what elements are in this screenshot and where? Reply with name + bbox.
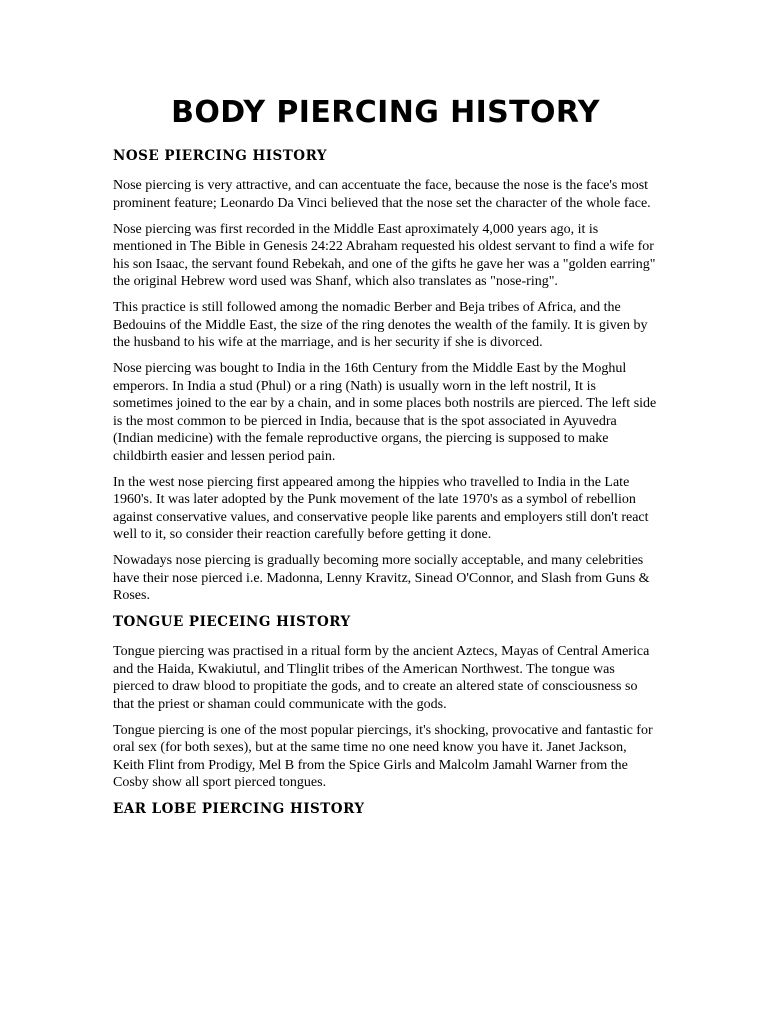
document-page [113,93,658,830]
paragraph: Tongue piercing is one of the most popular piercings, it's shocking, provocative and fantastic for oral sex (for both sexes), but at the same time no one need know you have it. Janet Jackson, Keith Flint from Prodigy, Mel B from the Spice Girls and Malcolm Jamahl Warner from the Cosby show all sport pierced tongues. [113,722,653,790]
paragraph: This practice is still followed among the nomadic Berber and Beja tribes of Africa, and the Bedouins of the Middle East, the size of the ring denotes the wealth of the family. It is given by the husband to his wife at the marriage, and is her security if she is divorced. [113,300,648,350]
paragraph: In the west nose piercing first appeared among the hippies who travelled to India in the Late 1960's. It was later adopted by the Punk movement of the late 1970's as a symbol of rebellion against conservative values, and conservative people like parents and employers still don't react well to it, so consider their reaction carefully before getting it done. [113,474,649,542]
paragraph: Nose piercing was bought to India in the 16th Century from the Middle East by the Moghul emperors. In India a stud (Phul) or a ring (Nath) is usually worn in the left nostril, It is sometimes joined to the ear by a chain, and in some places both nostrils are pierced. The left side is the most common to be pierced in India, because that is the spot associated in Ayuvedra (Indian medicine) with the female reproductive organs, the piercing is supposed to make childbirth easier and lessen period pain. [113,361,657,464]
paragraph: Nowadays nose piercing is gradually becoming more socially acceptable, and many celebrities have their nose pierced i.e. Madonna, Lenny Kravitz, Sinead O'Connor, and Slash from Guns & Roses. [113,553,650,603]
paragraph: Nose piercing was first recorded in the Middle East aproximately 4,000 years ago, it is mentioned in The Bible in Genesis 24:22 Abraham requested his oldest servant to find a wife for his son Isaac, the servant found Rebekah, and one of the gifts he gave her was a "golden earring" the original Hebrew word used was Shanf, which also translates as "nose-ring". [113,221,656,289]
section-heading: TONGUE PIECEING HISTORY [113,614,351,630]
document-title: BODY PIERCING HISTORY [171,95,600,130]
section-heading: EAR LOBE PIERCING HISTORY [113,801,365,817]
section-ear-lobe-piercing [113,800,658,818]
section-heading: NOSE PIERCING HISTORY [113,148,328,164]
paragraph: Nose piercing is very attractive, and can accentuate the face, because the nose is the face's most prominent feature; Leonardo Da Vinci believed that the nose set the character of the whole face. [113,178,651,211]
section-tongue-piercing [113,613,658,792]
paragraph: Tongue piercing was practised in a ritual form by the ancient Aztecs, Mayas of Central America and the Haida, Kwakiutul, and Tlinglit tribes of the American Northwest. The tongue was pierced to draw blood to propitiate the gods, and to create an altered state of consciousness so that the priest or shaman could communicate with the gods. [113,644,650,712]
section-nose-piercing [113,147,658,605]
